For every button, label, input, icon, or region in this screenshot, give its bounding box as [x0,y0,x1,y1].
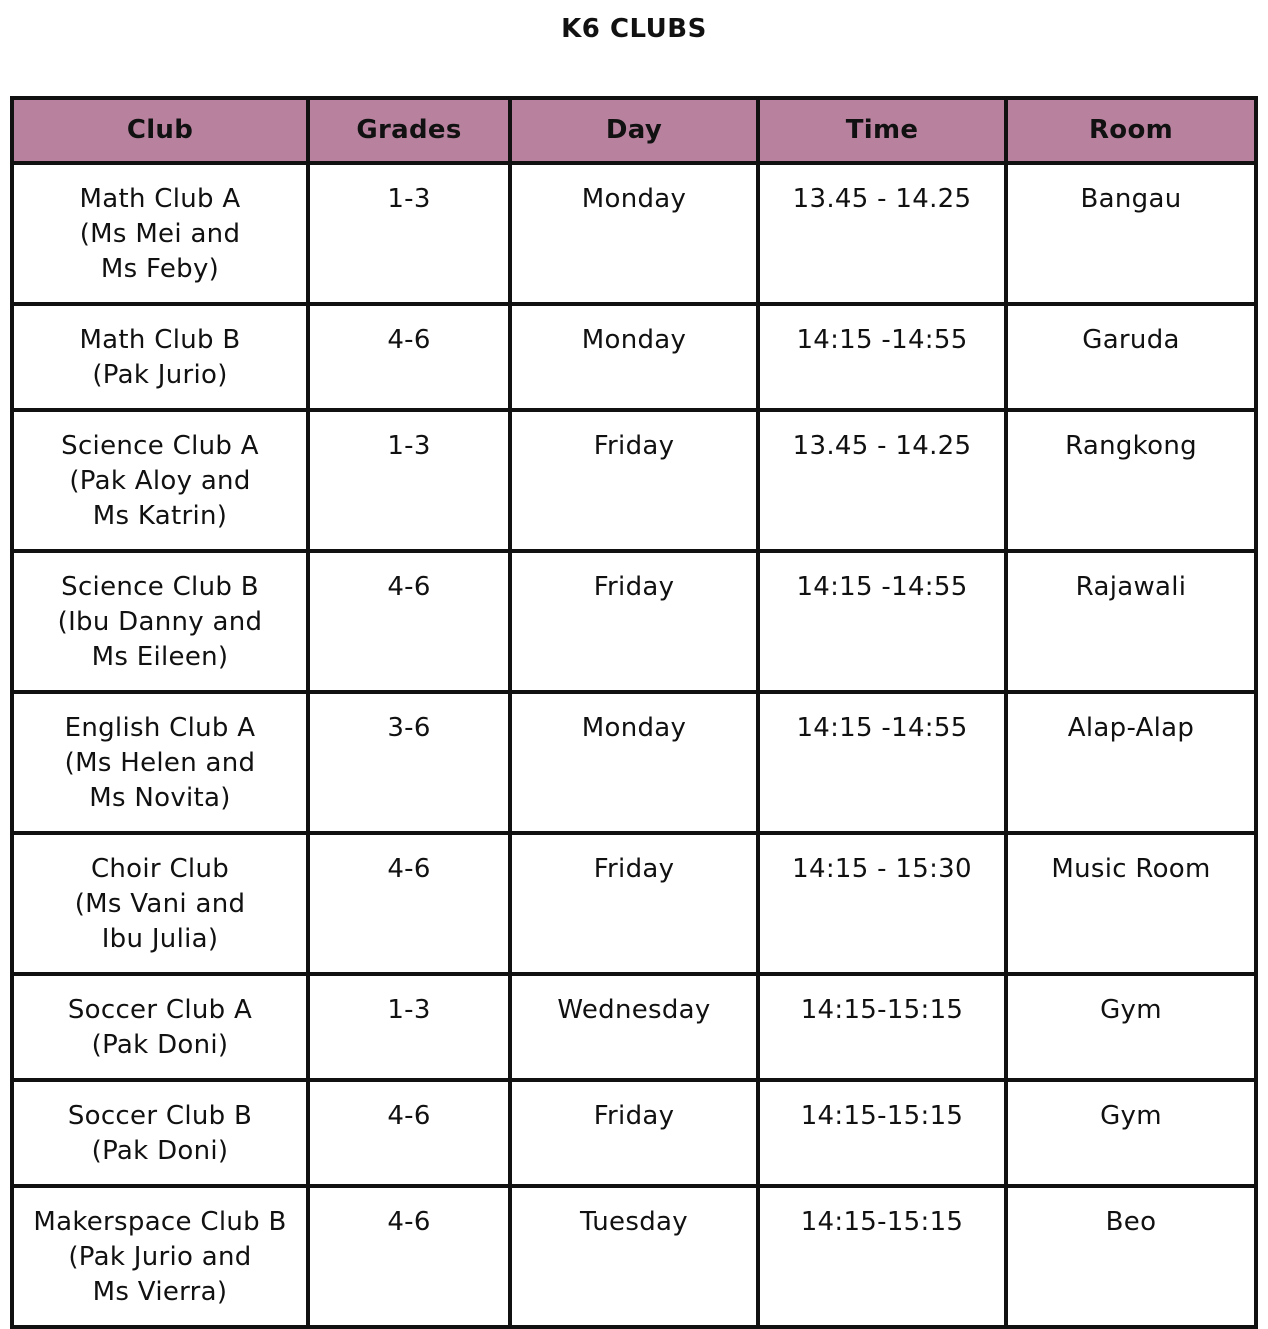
column-header-room: Room [1006,98,1256,163]
page-title: K6 CLUBS [561,14,707,44]
cell-day: Wednesday [510,974,758,1080]
cell-time: 14:15 -14:55 [758,304,1006,410]
club-line: (Ms Mei and [79,219,241,249]
cell-day: Monday [510,692,758,833]
cell-time: 14:15-15:15 [758,1080,1006,1186]
cell-club [12,163,308,304]
club-line: (Pak Jurio and [68,1242,252,1272]
club-line: (Ms Vani and [74,889,246,919]
cell-day: Tuesday [510,1186,758,1327]
club-line: Soccer Club B [67,1101,253,1131]
cell-grades: 1-3 [308,410,510,551]
cell-room: Gym [1006,1080,1256,1186]
club-line: (Ibu Danny and [57,607,263,637]
cell-room: Bangau [1006,163,1256,304]
club-line: Science Club B [61,572,259,602]
cell-club [12,974,308,1080]
club-line: Ms Novita) [89,783,231,813]
column-header-time: Time [758,98,1006,163]
cell-club [12,692,308,833]
column-header-club: Club [12,98,308,163]
club-line: (Pak Doni) [91,1030,229,1060]
cell-grades: 4-6 [308,1186,510,1327]
club-line: Ibu Julia) [101,924,219,954]
cell-grades: 4-6 [308,833,510,974]
table-row [12,410,1256,551]
cell-day: Friday [510,410,758,551]
cell-room: Garuda [1006,304,1256,410]
club-line: Ms Vierra) [92,1277,228,1307]
club-line: (Ms Helen and [64,748,256,778]
club-line: (Pak Jurio) [92,360,228,390]
cell-grades: 4-6 [308,304,510,410]
column-header-grades: Grades [308,98,510,163]
cell-club [12,1186,308,1327]
cell-club [12,410,308,551]
cell-grades: 3-6 [308,692,510,833]
cell-time: 13.45 - 14.25 [758,410,1006,551]
cell-time: 14:15 -14:55 [758,551,1006,692]
club-line: Ms Eileen) [91,642,229,672]
table-row [12,551,1256,692]
club-line: (Pak Aloy and [69,466,251,496]
cell-time: 13.45 - 14.25 [758,163,1006,304]
cell-grades: 1-3 [308,974,510,1080]
table-body [12,163,1256,1327]
table-row [12,974,1256,1080]
club-line: Science Club A [61,431,259,461]
cell-time: 14:15-15:15 [758,974,1006,1080]
club-line: Ms Feby) [100,254,220,284]
table-row [12,1080,1256,1186]
table-row [12,692,1256,833]
cell-day: Friday [510,551,758,692]
cell-club [12,833,308,974]
column-header-day: Day [510,98,758,163]
table-row [12,833,1256,974]
cell-day: Monday [510,304,758,410]
cell-grades: 4-6 [308,551,510,692]
club-line: Math Club B [79,325,241,355]
cell-room: Beo [1006,1186,1256,1327]
header-row [12,98,1256,163]
table-row [12,1186,1256,1327]
club-line: English Club A [64,713,256,743]
club-line: (Pak Doni) [91,1136,229,1166]
cell-room: Rajawali [1006,551,1256,692]
cell-time: 14:15 - 15:30 [758,833,1006,974]
club-line: Soccer Club A [67,995,253,1025]
cell-grades: 1-3 [308,163,510,304]
cell-club [12,551,308,692]
cell-room: Alap-Alap [1006,692,1256,833]
club-line: Choir Club [90,854,230,884]
club-line: Ms Katrin) [92,501,228,531]
cell-room: Rangkong [1006,410,1256,551]
cell-day: Friday [510,833,758,974]
table-row [12,304,1256,410]
club-line: Math Club A [79,184,241,214]
cell-room: Music Room [1006,833,1256,974]
cell-day: Monday [510,163,758,304]
clubs-table [10,96,1258,1329]
cell-day: Friday [510,1080,758,1186]
cell-club [12,304,308,410]
cell-time: 14:15 -14:55 [758,692,1006,833]
table-row [12,163,1256,304]
cell-time: 14:15-15:15 [758,1186,1006,1327]
cell-grades: 4-6 [308,1080,510,1186]
cell-club [12,1080,308,1186]
club-line: Makerspace Club B [33,1207,287,1237]
cell-room: Gym [1006,974,1256,1080]
